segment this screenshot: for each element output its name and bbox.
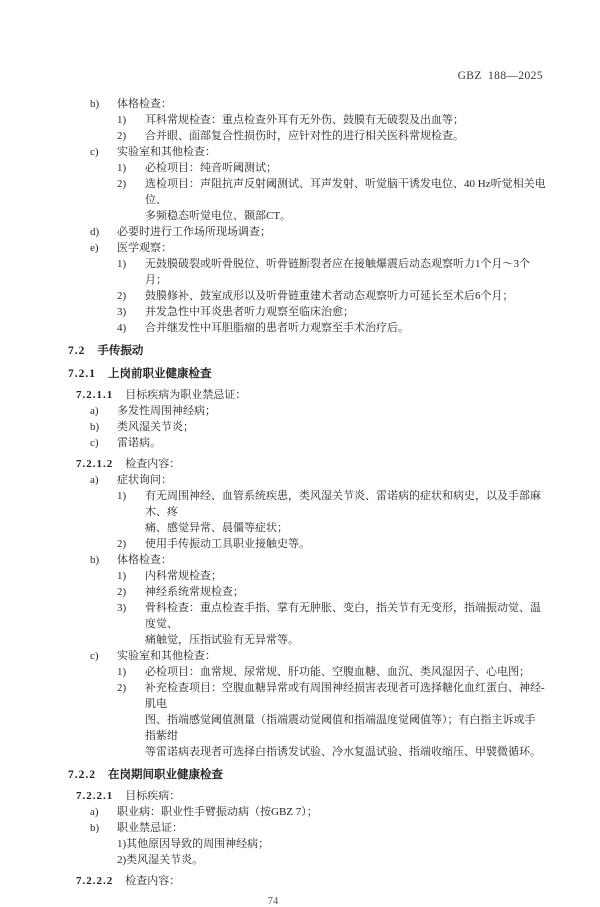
item-text: 并发急性中耳炎患者听力观察至临床治愈； (145, 306, 354, 318)
clause-continuation (0, 520, 546, 536)
clause-item-medical-observation (0, 240, 546, 256)
item-label: a) (90, 474, 99, 486)
item-label: b) (90, 421, 100, 433)
clause-continuation (0, 208, 546, 224)
clause-title: 检查内容： (125, 875, 181, 887)
clause-number: 7.2.1.1 (76, 389, 114, 401)
item-text: 医学观察： (117, 242, 172, 254)
item-text: 多频稳态听觉电位、颞部CT。 (145, 210, 292, 222)
clause-subitem-vibration-tool-history (0, 536, 546, 552)
clause-subitem-supplementary-tests (0, 680, 546, 712)
item-text: 骨科检查：重点检查手指、掌有无肿胀、变白，指关节有无变形，指端振动觉、温度觉、 (145, 602, 541, 630)
item-label: d) (90, 226, 100, 238)
clause-title: 目标疾病为职业禁忌证： (125, 389, 247, 401)
clause-item-polyneuropathy (0, 403, 546, 419)
item-label: a) (90, 806, 99, 818)
section-title: 在岗期间职业健康检查 (108, 769, 223, 781)
clause-continuation (0, 744, 546, 760)
item-text: 2)类风湿关节炎。 (117, 854, 204, 866)
section-number: 7.2 (68, 345, 86, 357)
clause-sub-contraindication-1 (0, 836, 546, 852)
item-label: 2) (117, 178, 127, 190)
clause-subitem-ear-exam (0, 112, 546, 128)
clause-item-lab-tests-2 (0, 648, 546, 664)
clause-subitem-neuro-exam (0, 584, 546, 600)
item-text: 多发性周围神经病； (117, 405, 216, 417)
standard-number-header: GBZ 188—2025 (457, 70, 543, 82)
clause-subitem-required-tests (0, 664, 546, 680)
clause-subitem-observation-3 (0, 304, 546, 320)
page-number: 74 (267, 896, 279, 907)
item-text: 必要时进行工作场所现场调查； (117, 226, 271, 238)
clause-item-symptom-inquiry (0, 472, 546, 488)
item-label: c) (90, 650, 99, 662)
item-text: 类风湿关节炎； (117, 421, 194, 433)
item-text: 使用手传振动工具职业接触史等。 (145, 538, 310, 550)
clause-title: 检查内容： (125, 458, 181, 470)
item-text: 选检项目：声阻抗声反射阈测试、耳声发射、听觉脑干诱发电位、40 Hz听觉相关电位、 (145, 178, 546, 206)
item-text: 1)其他原因导致的周围神经病； (117, 838, 270, 850)
item-label: 3) (117, 602, 127, 614)
clause-heading-7-2-1-1 (0, 387, 546, 403)
item-text: 必检项目：血常规、尿常规、肝功能、空腹血糖、血沉、类风湿因子、心电图； (145, 666, 530, 678)
item-text: 等雷诺病表现者可选择白指诱发试验、冷水复温试验、指端收缩压、甲襞微循环。 (145, 746, 541, 758)
clause-subitem-observation-4 (0, 320, 546, 336)
clause-subitem-required-audiometry (0, 160, 546, 176)
item-text: 鼓膜修补、鼓室成形以及听骨链重建术者动态观察听力可延长至术后6个月； (145, 290, 514, 302)
item-label: c) (90, 437, 99, 449)
clause-subitem-observation-2 (0, 288, 546, 304)
item-text: 补充检查项目：空腹血糖异常或有周围神经损害表现者可选择糖化血红蛋白、神经-肌电 (145, 682, 545, 710)
item-text: 必检项目：纯音听阈测试； (145, 162, 277, 174)
item-label: e) (90, 242, 99, 254)
clause-item-contraindications (0, 820, 546, 836)
item-text: 实验室和其他检查： (117, 650, 216, 662)
subsection-heading-7-2-2 (0, 767, 546, 783)
clause-item-workplace-survey (0, 224, 546, 240)
clause-heading-7-2-1-2 (0, 456, 546, 472)
item-label: b) (90, 554, 100, 566)
item-label: 2) (117, 682, 127, 694)
section-number: 7.2.2 (68, 769, 96, 781)
page-body (0, 96, 600, 907)
item-label: 4) (117, 322, 127, 334)
clause-sub-contraindication-2 (0, 852, 546, 868)
item-label: b) (90, 822, 100, 834)
clause-subitem-symptom-history (0, 488, 546, 520)
clause-continuation (0, 712, 546, 744)
item-text: 痛、感觉异常、晨僵等症状； (145, 522, 288, 534)
clause-subitem-ortho-exam (0, 600, 546, 632)
item-text: 职业禁忌证： (117, 822, 183, 834)
item-text: 无鼓膜破裂或听骨脱位、听骨链断裂者应在接触爆震后动态观察听力1个月～3个月； (145, 258, 530, 286)
clause-item-physical-exam-2 (0, 552, 546, 568)
clause-item-occupational-disease (0, 804, 546, 820)
item-text: 耳科常规检查：重点检查外耳有无外伤、鼓膜有无破裂及出血等； (145, 114, 464, 126)
clause-number: 7.2.1.2 (76, 458, 114, 470)
item-label: 3) (117, 306, 127, 318)
item-label: 1) (117, 162, 127, 174)
item-text: 神经系统常规检查； (145, 586, 244, 598)
item-label: b) (90, 98, 100, 110)
clause-item-physical-exam (0, 96, 546, 112)
item-label: 1) (117, 114, 127, 126)
item-text: 雷诺病。 (117, 437, 161, 449)
section-title: 手传振动 (97, 345, 144, 357)
item-text: 痛触觉，压指试验有无异常等。 (145, 634, 299, 646)
clause-continuation (0, 632, 546, 648)
clause-item-lab-tests (0, 144, 546, 160)
item-label: 2) (117, 290, 127, 302)
item-label: 1) (117, 258, 127, 270)
item-text: 症状询问： (117, 474, 172, 486)
clause-subitem-eye-face-injury (0, 128, 546, 144)
item-label: a) (90, 405, 99, 417)
item-label: 1) (117, 490, 127, 502)
item-label: 1) (117, 666, 127, 678)
item-label: 1) (117, 570, 127, 582)
item-label: 2) (117, 130, 127, 142)
clause-subitem-internal-exam (0, 568, 546, 584)
item-text: 体格检查： (117, 554, 172, 566)
subsection-heading-7-2-1 (0, 366, 546, 382)
clause-item-rheumatoid-arthritis (0, 419, 546, 435)
item-text: 内科常规检查； (145, 570, 222, 582)
clause-number: 7.2.2.2 (76, 875, 114, 887)
item-text: 图、指端感觉阈值测量（指端震动觉阈值和指端温度觉阈值等）；有白指主诉或手指紫绀 (145, 714, 536, 742)
item-label: c) (90, 146, 99, 158)
item-text: 有无周围神经、血管系统疾患，类风湿关节炎、雷诺病的症状和病史，以及手部麻木、疼 (145, 490, 541, 518)
clause-heading-7-2-2-2 (0, 873, 546, 889)
section-number: 7.2.1 (68, 368, 96, 380)
section-heading-7-2 (0, 343, 546, 359)
item-text: 合并继发性中耳胆脂瘤的患者听力观察至手术治疗后。 (145, 322, 409, 334)
clause-title: 目标疾病： (125, 790, 181, 802)
clause-heading-7-2-2-1 (0, 788, 546, 804)
section-title: 上岗前职业健康检查 (108, 368, 212, 380)
clause-subitem-optional-tests (0, 176, 546, 208)
item-label: 2) (117, 538, 127, 550)
clause-number: 7.2.2.1 (76, 790, 114, 802)
item-text: 合并眼、面部复合性损伤时，应针对性的进行相关医科常规检查。 (145, 130, 464, 142)
clause-item-raynaud-disease (0, 435, 546, 451)
item-text: 职业病：职业性手臂振动病（按GBZ 7）； (117, 806, 318, 818)
item-text: 实验室和其他检查： (117, 146, 216, 158)
item-text: 体格检查： (117, 98, 172, 110)
item-label: 2) (117, 586, 127, 598)
clause-subitem-observation-1 (0, 256, 546, 288)
